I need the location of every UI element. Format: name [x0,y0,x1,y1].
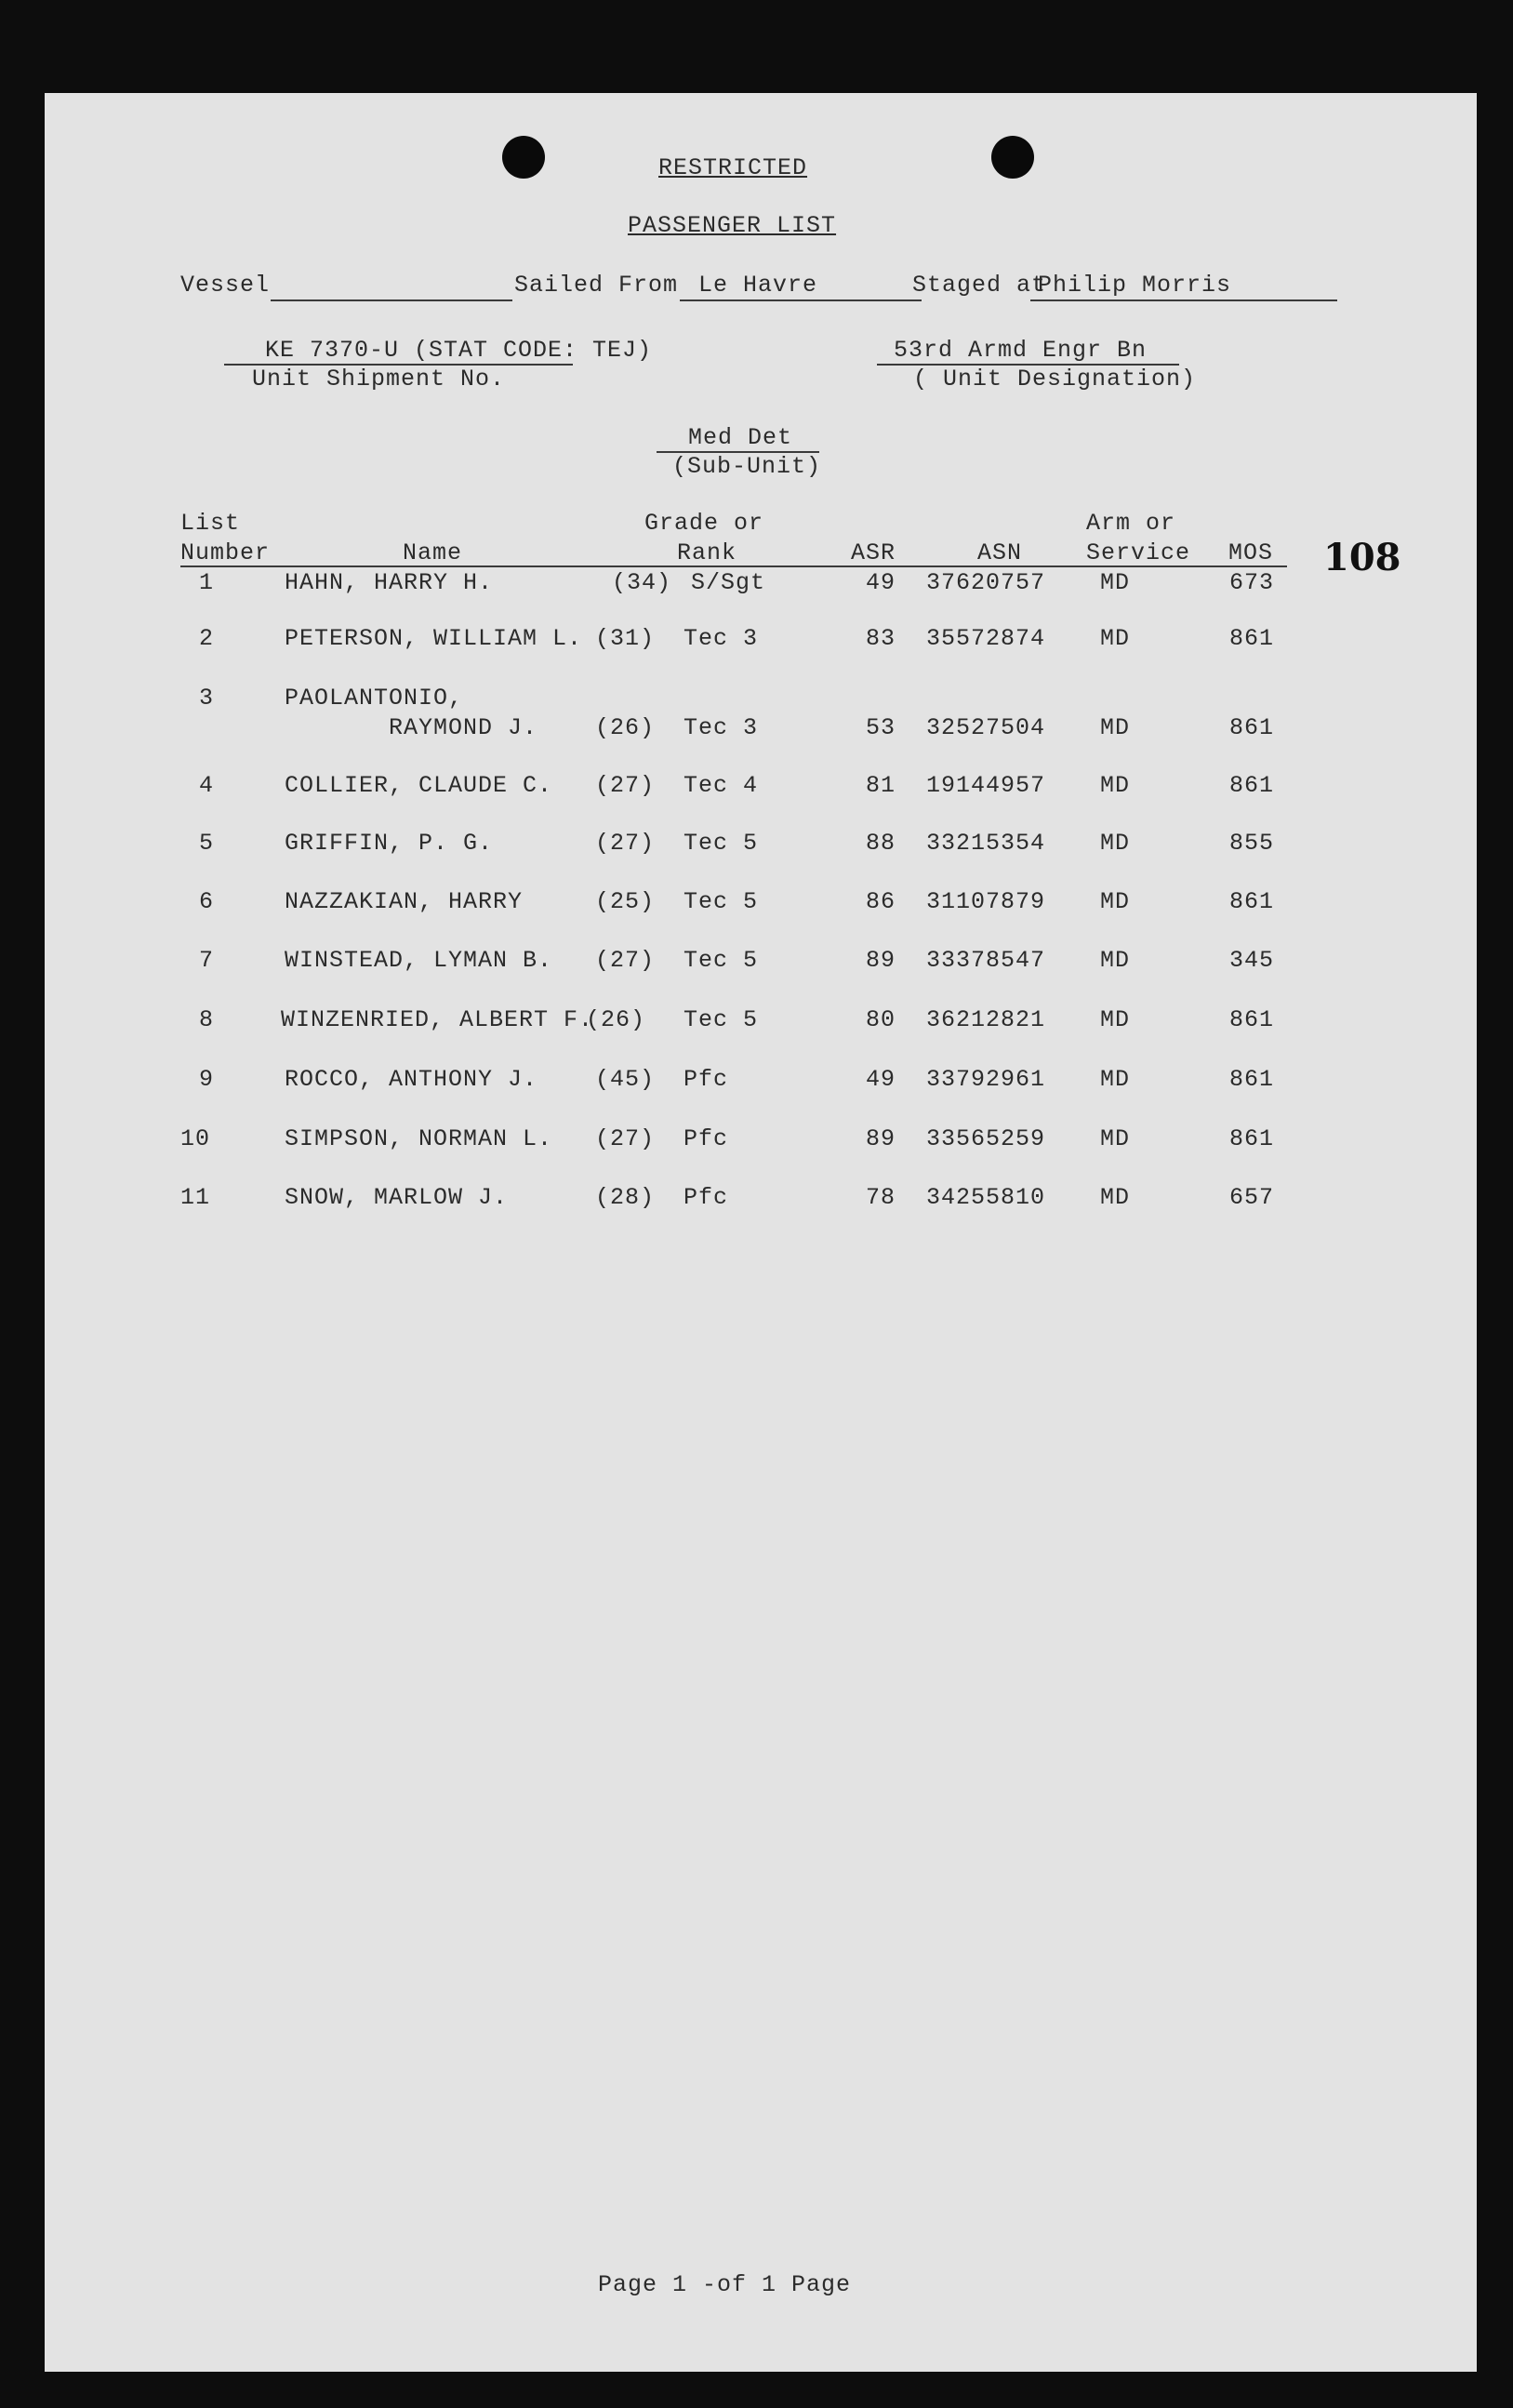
row-grade: Pfc [684,1125,729,1152]
row-arm: MD [1100,714,1131,741]
header-arm-2: Service [1086,539,1191,566]
staged-at-label: Staged at [912,272,1047,299]
row-asn: 33378547 [926,947,1046,974]
row-mos: 861 [1229,1125,1275,1152]
row-age: (34) [612,569,672,596]
row-age: (26) [586,1006,646,1033]
sailed-from-value: Le Havre [698,272,818,299]
row-grade: Tec 3 [684,625,759,652]
row-name: SNOW, MARLOW J. [285,1184,509,1211]
row-grade: Tec 5 [684,830,759,857]
row-grade: S/Sgt [691,569,766,596]
row-arm: MD [1100,772,1131,799]
row-age: (31) [595,625,656,652]
header-list: List [180,510,241,537]
shipment-value: KE 7370-U (STAT CODE: TEJ) [265,337,653,364]
row-grade: Pfc [684,1184,729,1211]
row-age: (45) [595,1066,656,1093]
row-name: WINSTEAD, LYMAN B. [285,947,553,974]
row-name: SIMPSON, NORMAN L. [285,1125,553,1152]
row-grade: Tec 5 [684,1006,759,1033]
row-asn: 19144957 [926,772,1046,799]
header-asr: ASR [851,539,896,566]
subunit-value: Med Det [688,424,793,451]
row-arm: MD [1100,569,1131,596]
row-mos: 861 [1229,714,1275,741]
row-asr: 88 [866,830,896,857]
row-number: 4 [199,772,215,799]
row-asr: 86 [866,888,896,915]
header-number: Number [180,539,271,566]
header-underline [180,565,1287,567]
row-asn: 36212821 [926,1006,1046,1033]
row-name: HAHN, HARRY H. [285,569,494,596]
vessel-label: Vessel [180,272,271,299]
row-number: 3 [199,685,215,712]
row-name-continued: RAYMOND J. [389,714,538,741]
row-age: (25) [595,888,656,915]
row-number: 11 [180,1184,211,1211]
header-mos: MOS [1228,539,1274,566]
row-asr: 81 [866,772,896,799]
row-arm: MD [1100,1006,1131,1033]
row-asr: 89 [866,947,896,974]
row-number: 1 [199,569,215,596]
designation-label: ( Unit Designation) [913,366,1197,392]
row-asr: 53 [866,714,896,741]
row-asr: 49 [866,1066,896,1093]
row-mos: 861 [1229,888,1275,915]
row-asn: 35572874 [926,625,1046,652]
staged-at-blank [1030,299,1337,301]
row-asn: 33792961 [926,1066,1046,1093]
row-arm: MD [1100,625,1131,652]
row-asn: 31107879 [926,888,1046,915]
row-arm: MD [1100,947,1131,974]
row-age: (27) [595,947,656,974]
row-arm: MD [1100,1125,1131,1152]
row-grade: Tec 3 [684,714,759,741]
page-footer: Page 1 -of 1 Page [598,2271,852,2298]
row-grade: Tec 5 [684,947,759,974]
header-grade-2: Rank [677,539,737,566]
sailed-from-label: Sailed From [514,272,679,299]
row-grade: Pfc [684,1066,729,1093]
row-asn: 37620757 [926,569,1046,596]
row-asr: 83 [866,625,896,652]
row-number: 8 [199,1006,215,1033]
header-arm-1: Arm or [1086,510,1176,537]
row-asr: 89 [866,1125,896,1152]
row-mos: 673 [1229,569,1275,596]
row-mos: 861 [1229,1066,1275,1093]
row-age: (27) [595,1125,656,1152]
header-name: Name [403,539,463,566]
row-mos: 861 [1229,1006,1275,1033]
row-mos: 657 [1229,1184,1275,1211]
sailed-from-blank [680,299,922,301]
row-number: 5 [199,830,215,857]
staged-at-value: Philip Morris [1038,272,1232,299]
row-arm: MD [1100,888,1131,915]
row-name: WINZENRIED, ALBERT F. [281,1006,594,1033]
vessel-blank [271,299,512,301]
row-number: 2 [199,625,215,652]
designation-value: 53rd Armd Engr Bn [894,337,1148,364]
row-asr: 49 [866,569,896,596]
header-asn: ASN [977,539,1023,566]
row-asr: 80 [866,1006,896,1033]
document-title: PASSENGER LIST [628,212,837,239]
row-mos: 345 [1229,947,1275,974]
row-number: 6 [199,888,215,915]
row-grade: Tec 5 [684,888,759,915]
row-arm: MD [1100,830,1131,857]
row-asn: 33215354 [926,830,1046,857]
row-arm: MD [1100,1066,1131,1093]
header-grade-1: Grade or [644,510,764,537]
document-page [45,93,1477,2372]
row-name: GRIFFIN, P. G. [285,830,494,857]
punch-hole-left [502,136,545,179]
stamped-page-number: 108 [1323,536,1401,579]
subunit-label: (Sub-Unit) [672,453,822,480]
row-mos: 861 [1229,625,1275,652]
row-arm: MD [1100,1184,1131,1211]
row-name: ROCCO, ANTHONY J. [285,1066,538,1093]
row-name: COLLIER, CLAUDE C. [285,772,553,799]
row-age: (26) [595,714,656,741]
row-name: PAOLANTONIO, [285,685,464,712]
row-number: 9 [199,1066,215,1093]
row-number: 10 [180,1125,211,1152]
row-grade: Tec 4 [684,772,759,799]
row-asr: 78 [866,1184,896,1211]
row-asn: 33565259 [926,1125,1046,1152]
row-age: (28) [595,1184,656,1211]
row-number: 7 [199,947,215,974]
row-mos: 855 [1229,830,1275,857]
row-mos: 861 [1229,772,1275,799]
classification-heading: RESTRICTED [658,154,808,181]
punch-hole-right [991,136,1034,179]
row-name: NAZZAKIAN, HARRY [285,888,524,915]
row-name: PETERSON, WILLIAM L. [285,625,583,652]
row-asn: 32527504 [926,714,1046,741]
row-age: (27) [595,830,656,857]
shipment-label: Unit Shipment No. [252,366,506,392]
row-age: (27) [595,772,656,799]
row-asn: 34255810 [926,1184,1046,1211]
